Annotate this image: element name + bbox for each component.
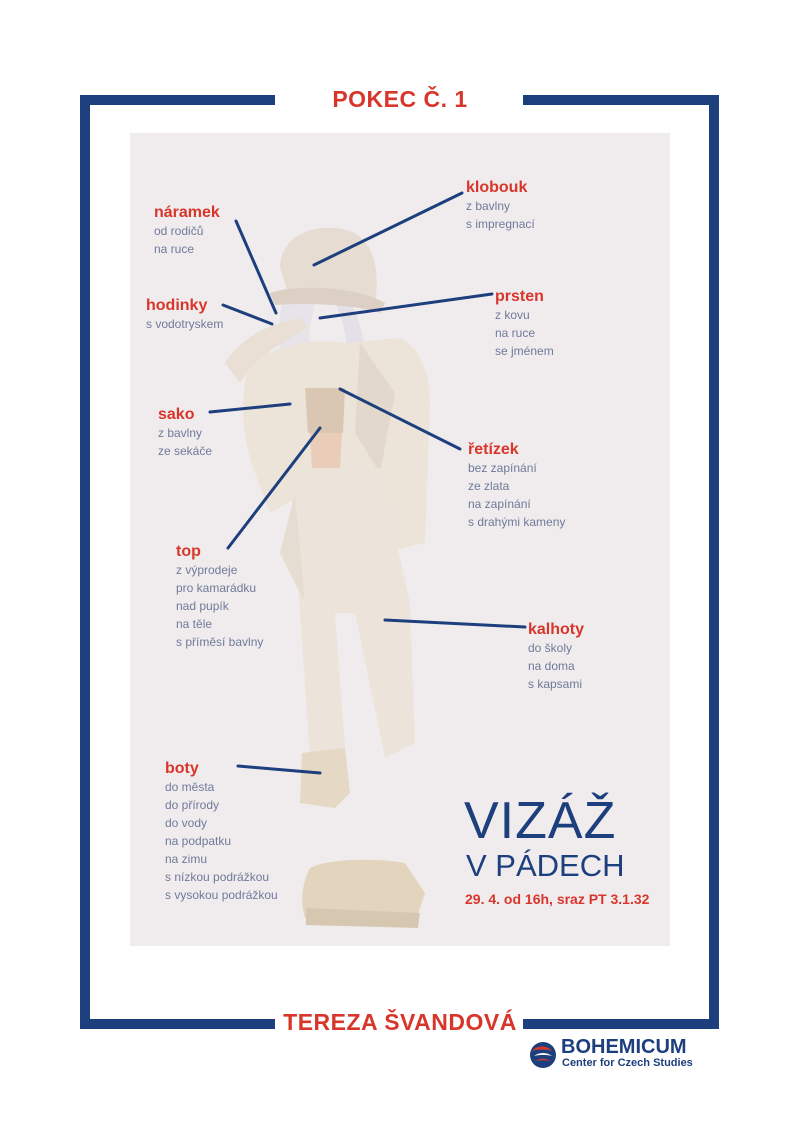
- header-title: POKEC Č. 1: [332, 86, 468, 112]
- label-klobouk: [466, 178, 535, 233]
- label-line: nad pupík: [176, 599, 229, 613]
- label-line: do přírody: [165, 798, 220, 812]
- label-title: hodinky: [146, 297, 208, 314]
- label-line: do školy: [528, 641, 573, 655]
- label-line: do vody: [165, 816, 208, 830]
- label-title: boty: [165, 760, 199, 777]
- label-line: z výprodeje: [176, 563, 238, 577]
- label-title: náramek: [154, 204, 220, 221]
- label-boty: [165, 759, 278, 904]
- footer-name: TEREZA ŠVANDOVÁ: [283, 1009, 517, 1035]
- label-line: s vysokou podrážkou: [165, 888, 278, 902]
- label-line: na zapínání: [468, 497, 531, 511]
- label-line: pro kamarádku: [176, 581, 257, 595]
- label-line: z kovu: [495, 308, 530, 322]
- label-line: s nízkou podrážkou: [165, 870, 270, 884]
- label-line: s vodotryskem: [146, 317, 224, 331]
- label-line: bez zapínání: [468, 461, 537, 475]
- poster-title-line2: V PÁDECH: [466, 848, 625, 883]
- label-line: na ruce: [495, 326, 536, 340]
- logo-name: BOHEMICUM: [561, 1036, 687, 1058]
- logo-subtitle: Center for Czech Studies: [562, 1057, 693, 1069]
- label-line: s drahými kameny: [468, 515, 566, 529]
- bohemicum-logo-icon: [528, 1040, 558, 1070]
- label-line: ze sekáče: [158, 444, 213, 458]
- bohemicum-logo: [528, 1036, 708, 1076]
- label-title: kalhoty: [528, 621, 585, 638]
- label-line: s impregnací: [466, 217, 535, 231]
- label-title: top: [176, 543, 201, 560]
- label-hodinky: [146, 296, 223, 333]
- label-title: klobouk: [466, 179, 528, 196]
- label-line: se jménem: [495, 344, 554, 358]
- label-line: na podpatku: [165, 834, 232, 848]
- label-line: do města: [165, 780, 215, 794]
- label-line: na ruce: [154, 242, 195, 256]
- label-line: z bavlny: [466, 199, 511, 213]
- label-line: z bavlny: [158, 426, 203, 440]
- label-title: řetízek: [468, 441, 519, 458]
- label-sako: [158, 405, 212, 460]
- label-line: na těle: [176, 617, 213, 631]
- label-title: sako: [158, 406, 195, 423]
- label-line: od rodičů: [154, 224, 204, 238]
- label-line: s příměsí bavlny: [176, 635, 264, 649]
- label-top: [176, 542, 263, 651]
- label-retizek: [468, 440, 565, 531]
- label-kalhoty: [528, 620, 584, 693]
- label-line: s kapsami: [528, 677, 583, 691]
- label-line: na doma: [528, 659, 575, 673]
- poster-date: 29. 4. od 16h, sraz PT 3.1.32: [465, 891, 650, 907]
- label-title: prsten: [495, 288, 544, 305]
- label-naramek: [154, 203, 220, 258]
- poster-title-line1: VIZÁŽ: [464, 792, 617, 850]
- label-line: ze zlata: [468, 479, 510, 493]
- label-line: na zimu: [165, 852, 208, 866]
- label-prsten: [495, 287, 554, 360]
